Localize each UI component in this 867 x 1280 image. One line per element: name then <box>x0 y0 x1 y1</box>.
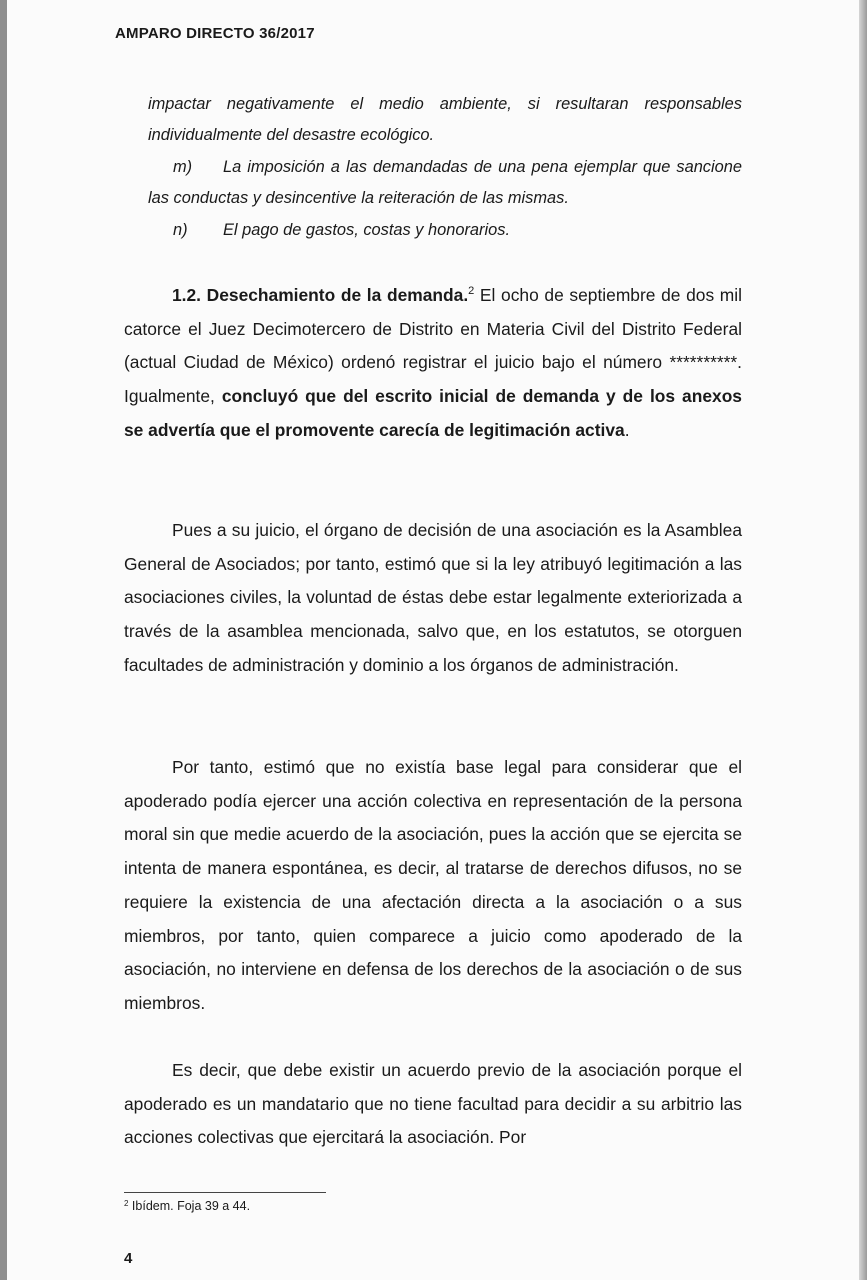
list-continuation <box>148 89 742 151</box>
section-text-1: El ocho de septiembre de dos mil catorce el Juez Decimotercero de Distrito en Materia Civil del Distrito Federal (actual Ciudad de México) ordenó registrar el juicio bajo el número **********. Igualmente, <box>124 285 743 407</box>
paragraph-3-text: Es decir, que debe existir un acuerdo previo de la asociación porque el apoderado es un mandatario que no tiene facultad para decidir a su arbitrio las acciones colectivas que ejercitará la asociación. Por <box>124 1060 742 1148</box>
running-header: AMPARO DIRECTO 36/2017 <box>115 25 315 42</box>
list-item-n-text: El pago de gastos, costas y honorarios. <box>223 221 511 239</box>
footnote-number: 2 <box>124 1199 129 1208</box>
list-item-m <box>148 152 742 214</box>
footnote <box>124 1199 250 1213</box>
list-item-m-label: m) <box>173 158 193 176</box>
footnote-ref: 2 <box>468 285 475 297</box>
section-text-2: . <box>624 419 630 440</box>
paragraph-1 <box>124 514 742 683</box>
document-page <box>7 0 859 1280</box>
list-item-m-text: La imposición a las demandadas de una pena ejemplar que sancione las conductas y desincentive la reiteración de las mismas. <box>148 158 742 208</box>
page-number: 4 <box>124 1250 133 1267</box>
footnote-separator <box>124 1192 326 1193</box>
paragraph-1-text: Pues a su juicio, el órgano de decisión de una asociación es la Asamblea General de Asociados; por tanto, estimó que si la ley atribuyó legitimación a las asociaciones civiles, la voluntad de éstas debe estar legalmente exteriorizada a través de la asamblea mencionada, salvo que, en los estatutos, se otorguen facultades de administración y dominio a los órganos de administración. <box>124 520 742 675</box>
page-edge-shadow <box>859 0 867 1280</box>
footnote-text: Ibídem. Foja 39 a 44. <box>128 1199 251 1213</box>
section-bold-text: concluyó que del escrito inicial de demanda y de los anexos se advertía que el promovente carecía de legitimación activa <box>124 386 742 440</box>
list-item-n <box>148 215 742 246</box>
list-item-n-label: n) <box>173 221 188 239</box>
section-paragraph <box>124 279 742 448</box>
paragraph-2-text: Por tanto, estimó que no existía base legal para considerar que el apoderado podía ejercer una acción colectiva en representación de la persona moral sin que medie acuerdo de la asociación, pues la acción que se ejercita se intenta de manera espontánea, es decir, al tratarse de derechos difusos, no se requiere la existencia de una afectación directa a la asociación o a sus miembros, por tanto, quien comparece a juicio como apoderado de la asociación, no interviene en defensa de los derechos de la asociación o de sus miembros. <box>124 757 742 1013</box>
section-heading: 1.2. Desechamiento de la demanda. <box>172 285 469 305</box>
paragraph-2 <box>124 751 742 1021</box>
paragraph-3 <box>124 1054 742 1155</box>
list-continuation-text: impactar negativamente el medio ambiente, si resultaran responsables individualmente del desastre ecológico. <box>148 95 742 145</box>
